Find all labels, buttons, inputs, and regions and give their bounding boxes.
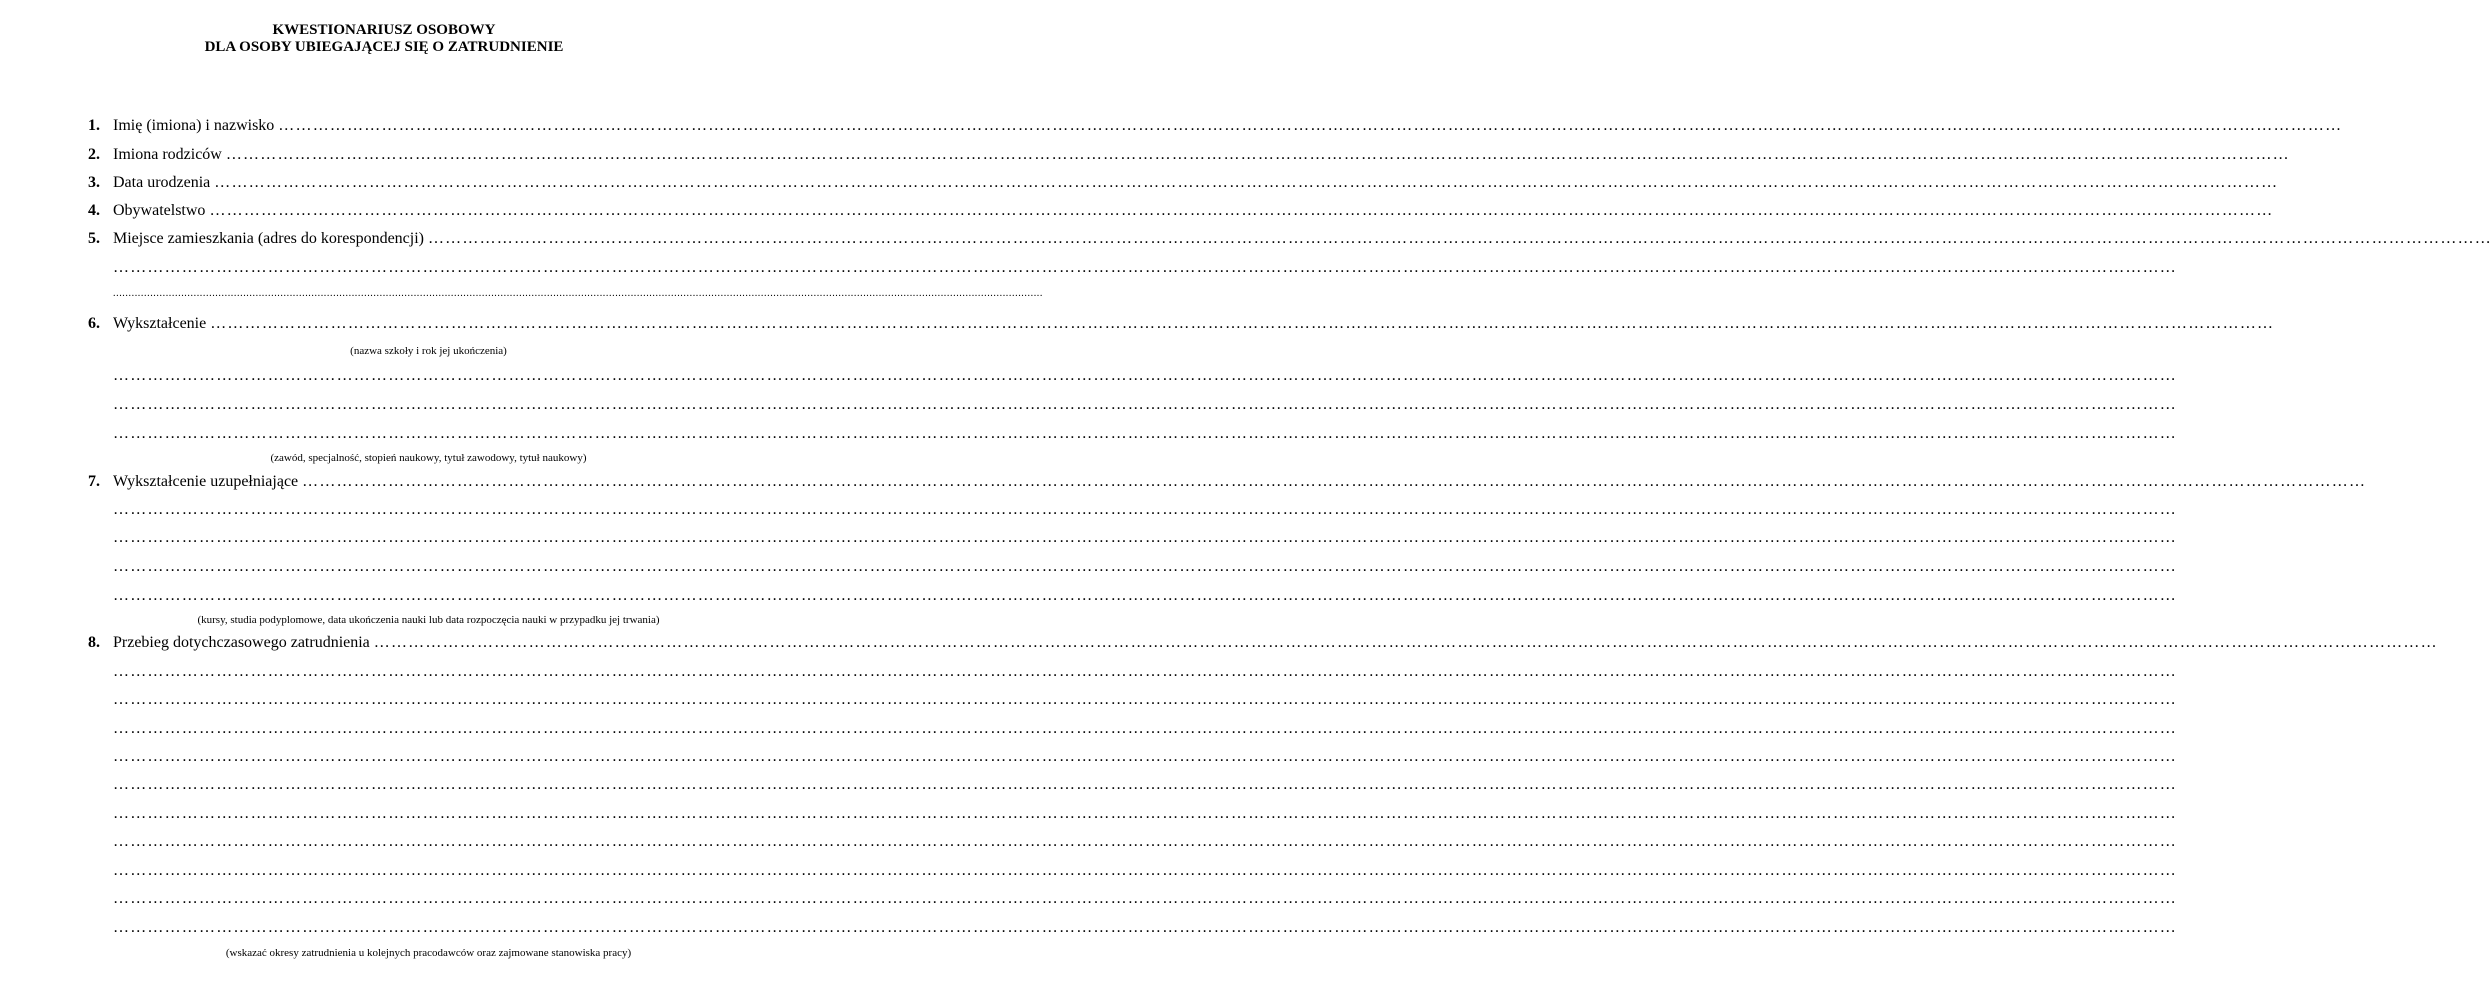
- field-employment-history[interactable]: [88, 632, 2438, 654]
- fill-line[interactable]: ………………………………………………………………………………………………………………………………………………………………………………………………………………………………………………………………………………………………………………………………: [427, 230, 2492, 247]
- field-label: Obywatelstwo: [113, 202, 206, 219]
- fill-line[interactable]: ………………………………………………………………………………………………………………………………………………………………………………………………………………………………………………………………………………………………………………………………: [373, 634, 2438, 651]
- hint-school: (nazwa szkoły i rok jej ukończenia): [350, 345, 507, 357]
- fill-line[interactable]: ………………………………………………………………………………………………………………………………………………………………………………………………………………………………………………………………………………………………………………………………: [113, 833, 2177, 850]
- field-label: Data urodzenia: [113, 174, 211, 191]
- field-label: Imię (imiona) i nazwisko: [113, 117, 275, 134]
- fill-line[interactable]: ………………………………………………………………………………………………………………………………………………………………………………………………………………………………………………………………………………………………………………………………: [113, 425, 2177, 442]
- hint-employment: (wskazać okresy zatrudnienia u kolejnych pracodawców oraz zajmowane stanowiska pracy): [225, 947, 632, 959]
- field-parents-names[interactable]: [88, 144, 2290, 166]
- field-label: Imiona rodziców: [113, 146, 222, 163]
- field-education[interactable]: [88, 313, 2275, 335]
- fill-line[interactable]: ………………………………………………………………………………………………………………………………………………………………………………………………………………………………………………………………………………………………………………………………: [209, 202, 2274, 219]
- field-number: 5.: [88, 230, 100, 247]
- field-citizenship[interactable]: [88, 200, 2274, 222]
- field-number: 8.: [88, 634, 100, 651]
- field-additional-education[interactable]: [88, 471, 2367, 493]
- fill-line[interactable]: ………………………………………………………………………………………………………………………………………………………………………………………………………………………………………………………………………………………………………………………………: [113, 720, 2177, 737]
- field-number: 7.: [88, 473, 100, 490]
- fill-line[interactable]: ………………………………………………………………………………………………………………………………………………………………………………………………………………………………………………………………………………………………………………………………: [113, 501, 2177, 518]
- fill-line[interactable]: ………………………………………………………………………………………………………………………………………………………………………………………………………………………………………………………………………………………………………………………………: [113, 663, 2177, 680]
- fill-line[interactable]: ………………………………………………………………………………………………………………………………………………………………………………………………………………………………………………………………………………………………………………………………: [113, 776, 2177, 793]
- field-name[interactable]: [88, 115, 2343, 137]
- field-number: 6.: [88, 315, 100, 332]
- fill-line[interactable]: ………………………………………………………………………………………………………………………………………………………………………………………………………………………………………………………………………………………………………………………………: [302, 473, 2367, 490]
- fill-line[interactable]: ………………………………………………………………………………………………………………………………………………………………………………………………………………………………………………………………………………………………………………………………: [113, 890, 2177, 907]
- fill-line[interactable]: ………………………………………………………………………………………………………………………………………………………………………………………………………………………………………………………………………………………………………………………………: [113, 805, 2177, 822]
- fill-line[interactable]: ............................................................................................................................................................................................................................................................................................................: [113, 288, 1043, 299]
- fill-line[interactable]: ………………………………………………………………………………………………………………………………………………………………………………………………………………………………………………………………………………………………………………………………: [210, 315, 2275, 332]
- fill-line[interactable]: ………………………………………………………………………………………………………………………………………………………………………………………………………………………………………………………………………………………………………………………………: [113, 259, 2177, 276]
- fill-line[interactable]: ………………………………………………………………………………………………………………………………………………………………………………………………………………………………………………………………………………………………………………………………: [113, 529, 2177, 546]
- form-title: KWESTIONARIUSZ OSOBOWY: [272, 22, 496, 38]
- fill-line[interactable]: ………………………………………………………………………………………………………………………………………………………………………………………………………………………………………………………………………………………………………………………………: [113, 862, 2177, 879]
- hint-profession: (zawód, specjalność, stopień naukowy, tytuł zawodowy, tytuł naukowy): [270, 452, 587, 464]
- fill-line[interactable]: ………………………………………………………………………………………………………………………………………………………………………………………………………………………………………………………………………………………………………………………………: [113, 367, 2177, 384]
- fill-line[interactable]: ………………………………………………………………………………………………………………………………………………………………………………………………………………………………………………………………………………………………………………………………: [225, 146, 2290, 163]
- fill-line[interactable]: ………………………………………………………………………………………………………………………………………………………………………………………………………………………………………………………………………………………………………………………………: [113, 919, 2177, 936]
- fill-line[interactable]: ………………………………………………………………………………………………………………………………………………………………………………………………………………………………………………………………………………………………………………………………: [113, 691, 2177, 708]
- fill-line[interactable]: ………………………………………………………………………………………………………………………………………………………………………………………………………………………………………………………………………………………………………………………………: [113, 748, 2177, 765]
- field-label: Przebieg dotychczasowego zatrudnienia: [113, 634, 370, 651]
- fill-line[interactable]: ………………………………………………………………………………………………………………………………………………………………………………………………………………………………………………………………………………………………………………………………: [113, 558, 2177, 575]
- hint-courses: (kursy, studia podyplomowe, data ukończenia nauki lub data rozpoczęcia nauki w przypadku jej trwania): [197, 614, 660, 626]
- field-number: 1.: [88, 117, 100, 134]
- field-address[interactable]: [88, 228, 2492, 250]
- fill-line[interactable]: ………………………………………………………………………………………………………………………………………………………………………………………………………………………………………………………………………………………………………………………………: [113, 587, 2177, 604]
- fill-line[interactable]: ………………………………………………………………………………………………………………………………………………………………………………………………………………………………………………………………………………………………………………………………: [113, 396, 2177, 413]
- fill-line[interactable]: ………………………………………………………………………………………………………………………………………………………………………………………………………………………………………………………………………………………………………………………………: [278, 117, 2343, 134]
- field-number: 3.: [88, 174, 100, 191]
- form-subtitle: DLA OSOBY UBIEGAJĄCEJ SIĘ O ZATRUDNIENIE: [204, 39, 564, 55]
- field-birth-date[interactable]: [88, 172, 2279, 194]
- fill-line[interactable]: ………………………………………………………………………………………………………………………………………………………………………………………………………………………………………………………………………………………………………………………………: [214, 174, 2279, 191]
- field-label: Wykształcenie uzupełniające: [113, 473, 299, 490]
- field-label: Wykształcenie: [113, 315, 207, 332]
- field-number: 2.: [88, 146, 100, 163]
- field-label: Miejsce zamieszkania (adres do korespondencji): [113, 230, 424, 247]
- field-number: 4.: [88, 202, 100, 219]
